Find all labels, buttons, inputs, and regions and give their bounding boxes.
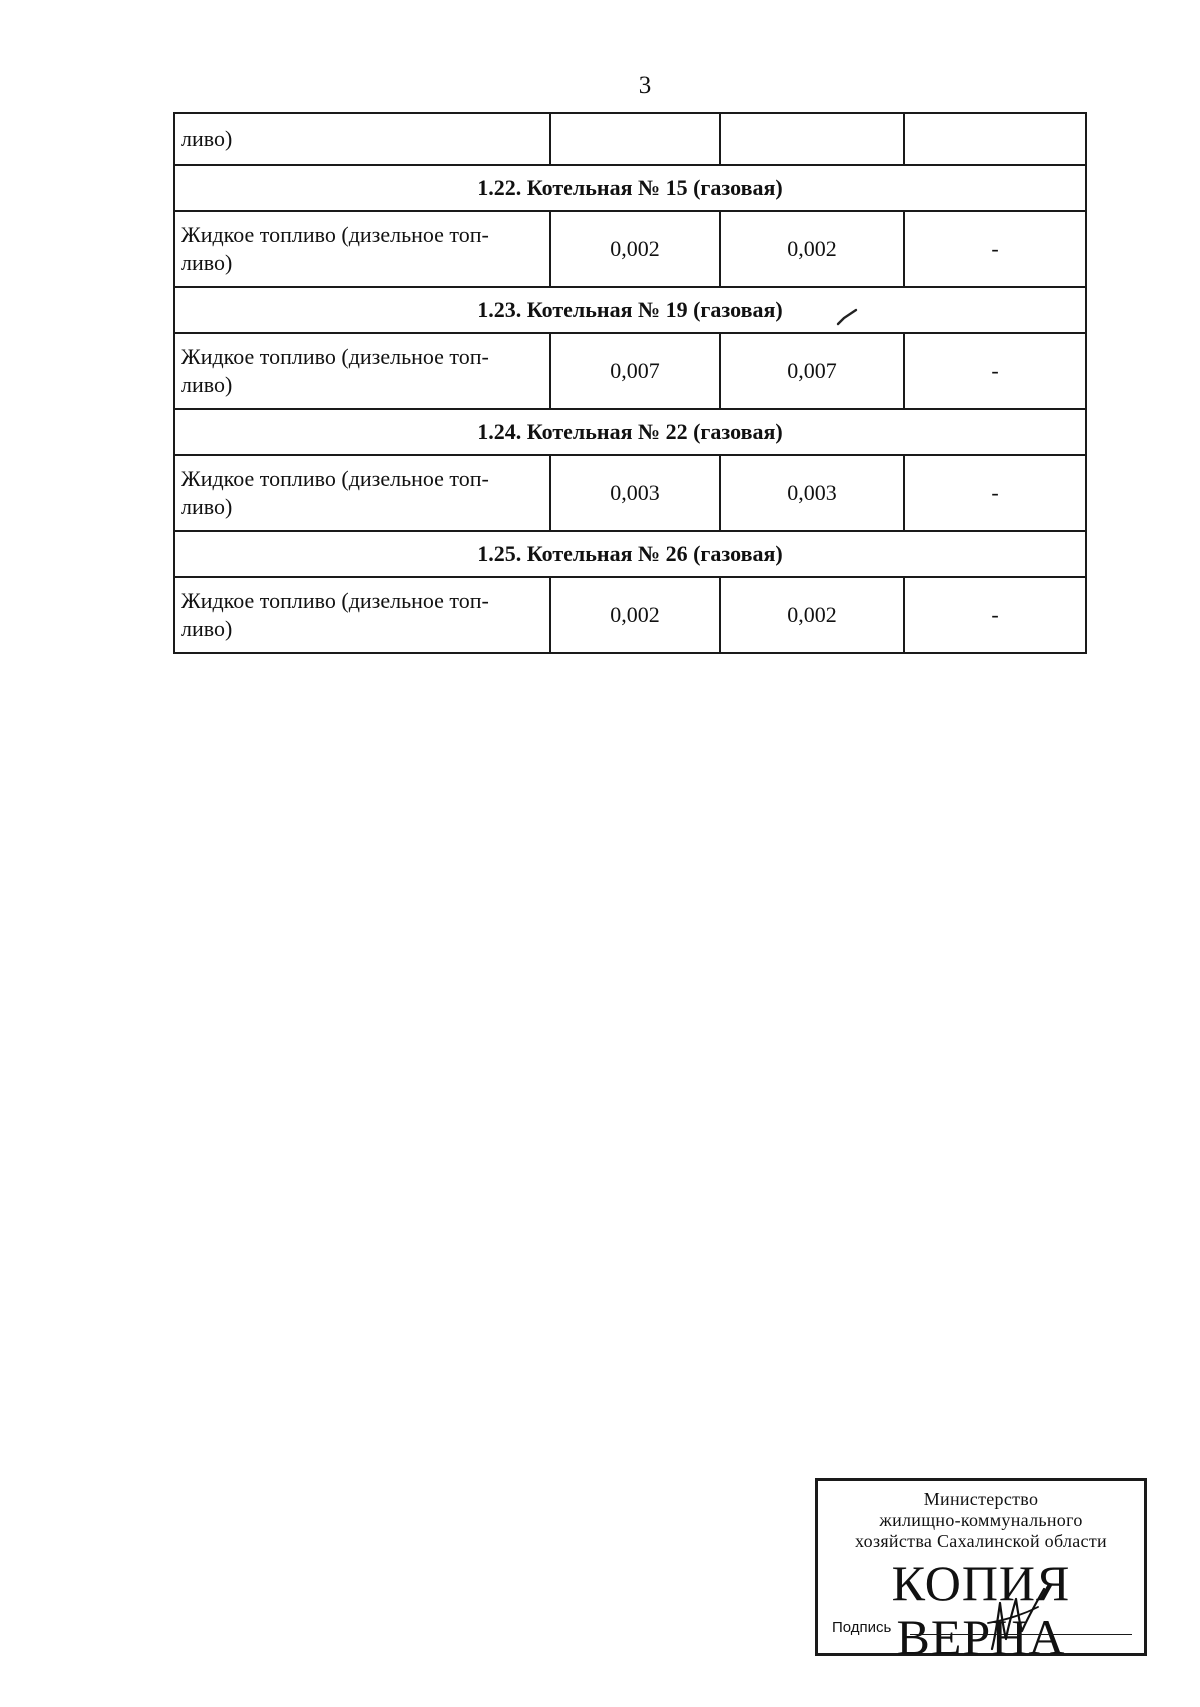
row-label-line1: Жидкое топливо (дизельное топ- <box>181 344 489 369</box>
row-value-col2: 0,003 <box>550 455 720 531</box>
table-row <box>174 113 1086 165</box>
row-value-col2: 0,002 <box>550 211 720 287</box>
stamp-title: КОПИЯ ВЕРНА <box>891 1555 1071 1665</box>
signature-label: Подпись <box>832 1619 892 1636</box>
section-header-row <box>174 165 1086 211</box>
row-value-col3 <box>720 113 904 165</box>
table-row <box>174 455 1086 531</box>
row-label-line1: Жидкое топливо (дизельное топ- <box>181 588 489 613</box>
row-value-col3: 0,007 <box>720 333 904 409</box>
row-value-col4: - <box>904 577 1086 653</box>
certified-copy-stamp <box>815 1478 1147 1665</box>
handwritten-signature <box>978 1573 1048 1653</box>
stamp-ministry-line: хозяйства Сахалинской области <box>855 1531 1107 1551</box>
stamp-ministry-line: жилищно-коммунального <box>879 1510 1083 1530</box>
section-title: 1.25. Котельная № 26 (газовая) <box>174 531 1086 577</box>
section-header-row <box>174 531 1086 577</box>
row-value-col4: - <box>904 455 1086 531</box>
row-value-col4: - <box>904 333 1086 409</box>
row-label: ливо) <box>174 113 550 165</box>
row-label-line1: Жидкое топливо (дизельное топ- <box>181 466 489 491</box>
row-value-col2: 0,007 <box>550 333 720 409</box>
section-header-row <box>174 287 1086 333</box>
section-title: 1.24. Котельная № 22 (газовая) <box>174 409 1086 455</box>
row-label <box>174 577 550 653</box>
row-value-col3: 0,002 <box>720 211 904 287</box>
row-label <box>174 211 550 287</box>
table-row <box>174 577 1086 653</box>
section-header-row <box>174 409 1086 455</box>
section-title: 1.23. Котельная № 19 (газовая) <box>174 287 1086 333</box>
row-value-col3: 0,002 <box>720 577 904 653</box>
row-label-line2: ливо) <box>181 494 233 519</box>
stamp-ministry-line: Министерство <box>923 1489 1039 1509</box>
row-value-col3: 0,003 <box>720 455 904 531</box>
row-value-col4 <box>904 113 1086 165</box>
table-row <box>174 333 1086 409</box>
table-row <box>174 211 1086 287</box>
row-label <box>174 455 550 531</box>
fuel-reserve-table <box>173 112 1087 654</box>
row-label-line1: Жидкое топливо (дизельное топ- <box>181 222 489 247</box>
row-value-col2: 0,002 <box>550 577 720 653</box>
row-value-col2 <box>550 113 720 165</box>
row-label-line2: ливо) <box>181 250 233 275</box>
row-value-col4: - <box>904 211 1086 287</box>
pen-tick-mark <box>836 308 858 326</box>
section-title: 1.22. Котельная № 15 (газовая) <box>174 165 1086 211</box>
row-label <box>174 333 550 409</box>
row-label-line2: ливо) <box>181 616 233 641</box>
page-number: 3 <box>638 72 652 99</box>
row-label-line2: ливо) <box>181 372 233 397</box>
